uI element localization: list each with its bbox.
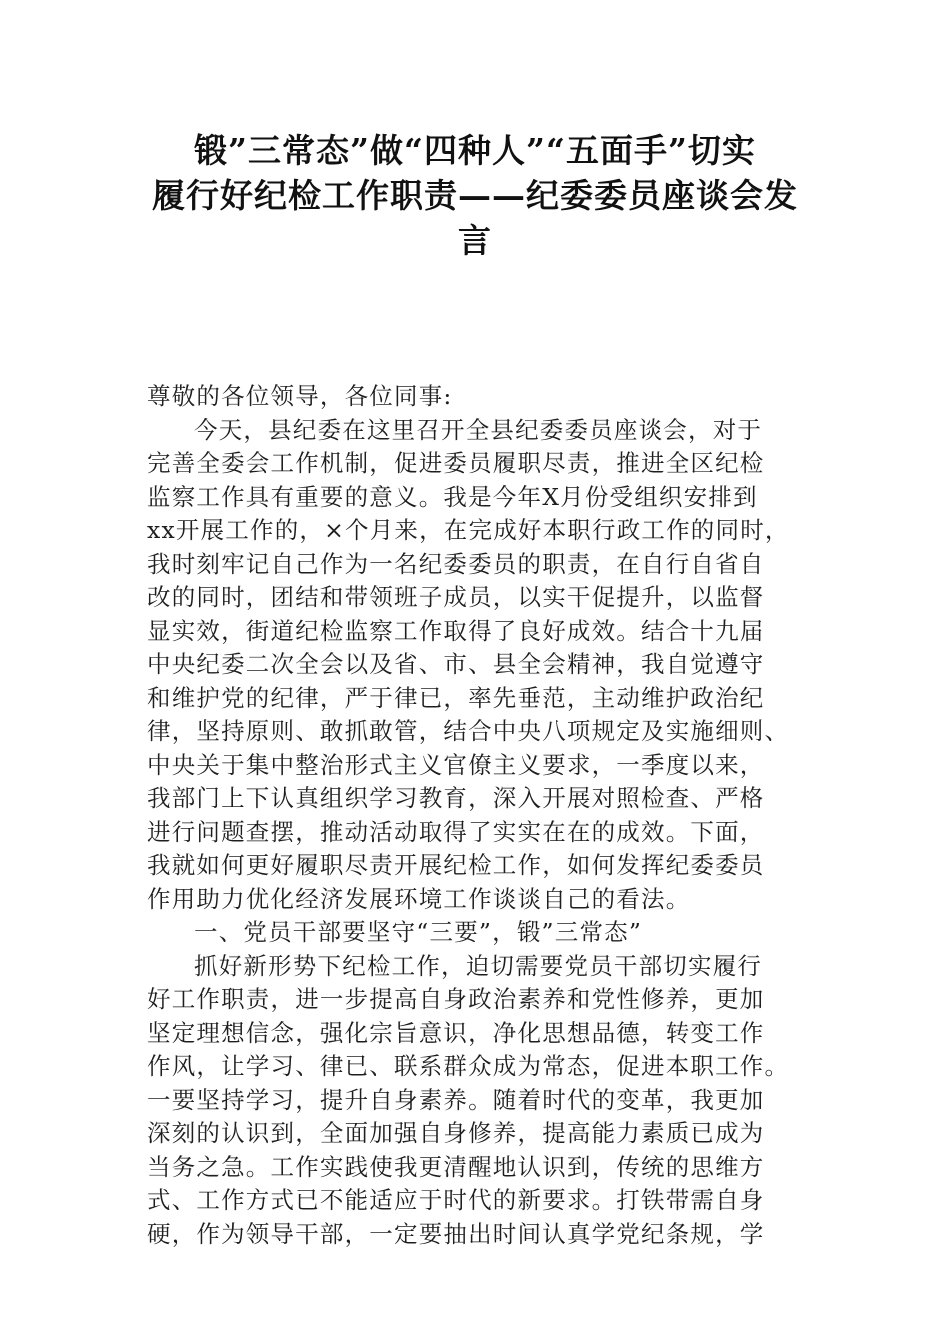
body-line: 律，坚持原则、敢抓敢管，结合中央八项规定及实施细则、 (147, 717, 790, 745)
body-line: 中央关于集中整治形式主义官僚主义要求，一季度以来， (147, 750, 765, 779)
body-line: 一、党员干部要坚守“三要”，锻”三常态” (194, 918, 643, 946)
document-body (147, 380, 827, 1251)
body-line: xx开展工作的，×个月来，在完成好本职行政工作的同时， (147, 516, 790, 544)
body-line: 今天，县纪委在这里召开全县纪委委员座谈会，对于 (194, 415, 763, 444)
body-line: 中央纪委二次全会以及省、市、县全会精神，我自觉遵守 (147, 650, 765, 678)
salutation-line: 尊敬的各位领导，各位同事: (147, 382, 453, 410)
body-line: 显实效，街道纪检监察工作取得了良好成效。结合十九届 (147, 616, 765, 645)
body-line: 好工作职责，进一步提高自身政治素养和党性修养，更加 (147, 985, 765, 1013)
body-line: 我时刻牢记自己作为一名纪委委员的职责，在自行自省自 (147, 549, 765, 578)
document-title (120, 128, 830, 263)
body-line: 和维护党的纪律，严于律已，率先垂范，主动维护政治纪 (147, 683, 765, 712)
title-line: 履行好纪检工作职责——纪委委员座谈会发 (152, 176, 798, 215)
body-line: 作风，让学习、律已、联系群众成为常态，促进本职工作。 (147, 1052, 790, 1080)
title-line: 锻”三常态”做“四种人”“五面手”切实 (194, 131, 756, 170)
body-line: 完善全委会工作机制，促进委员履职尽责，推进全区纪检 (147, 449, 765, 477)
body-line: 深刻的认识到，全面加强自身修养，提高能力素质已成为 (147, 1119, 765, 1147)
body-line: 当务之急。工作实践使我更清醒地认识到，传统的思维方 (147, 1152, 765, 1181)
body-line: 改的同时，团结和带领班子成员，以实干促提升，以监督 (147, 583, 765, 611)
body-line: 式、工作方式已不能适应于时代的新要求。打铁带需自身 (147, 1186, 765, 1214)
body-line: 硬，作为领导干部，一定要抽出时间认真学党纪条规，学 (147, 1219, 765, 1248)
body-line: 监察工作具有重要的意义。我是今年X月份受组织安排到 (147, 482, 758, 511)
body-line: 我就如何更好履职尽责开展纪检工作，如何发挥纪委委员 (147, 851, 765, 879)
body-line: 一要坚持学习，提升自身素养。随着时代的变革，我更加 (147, 1085, 765, 1114)
title-line: 言 (458, 221, 492, 260)
body-line: 作用助力优化经济发展环境工作谈谈自己的看法。 (147, 884, 691, 913)
body-line: 坚定理想信念，强化宗旨意识，净化思想品德，转变工作 (147, 1018, 765, 1047)
body-line: 抓好新形势下纪检工作，迫切需要党员干部切实履行 (194, 951, 763, 980)
body-line: 我部门上下认真组织学习教育，深入开展对照检查、严格 (147, 784, 765, 812)
body-line: 进行问题查摆，推动活动取得了实实在在的成效。下面， (147, 817, 765, 846)
